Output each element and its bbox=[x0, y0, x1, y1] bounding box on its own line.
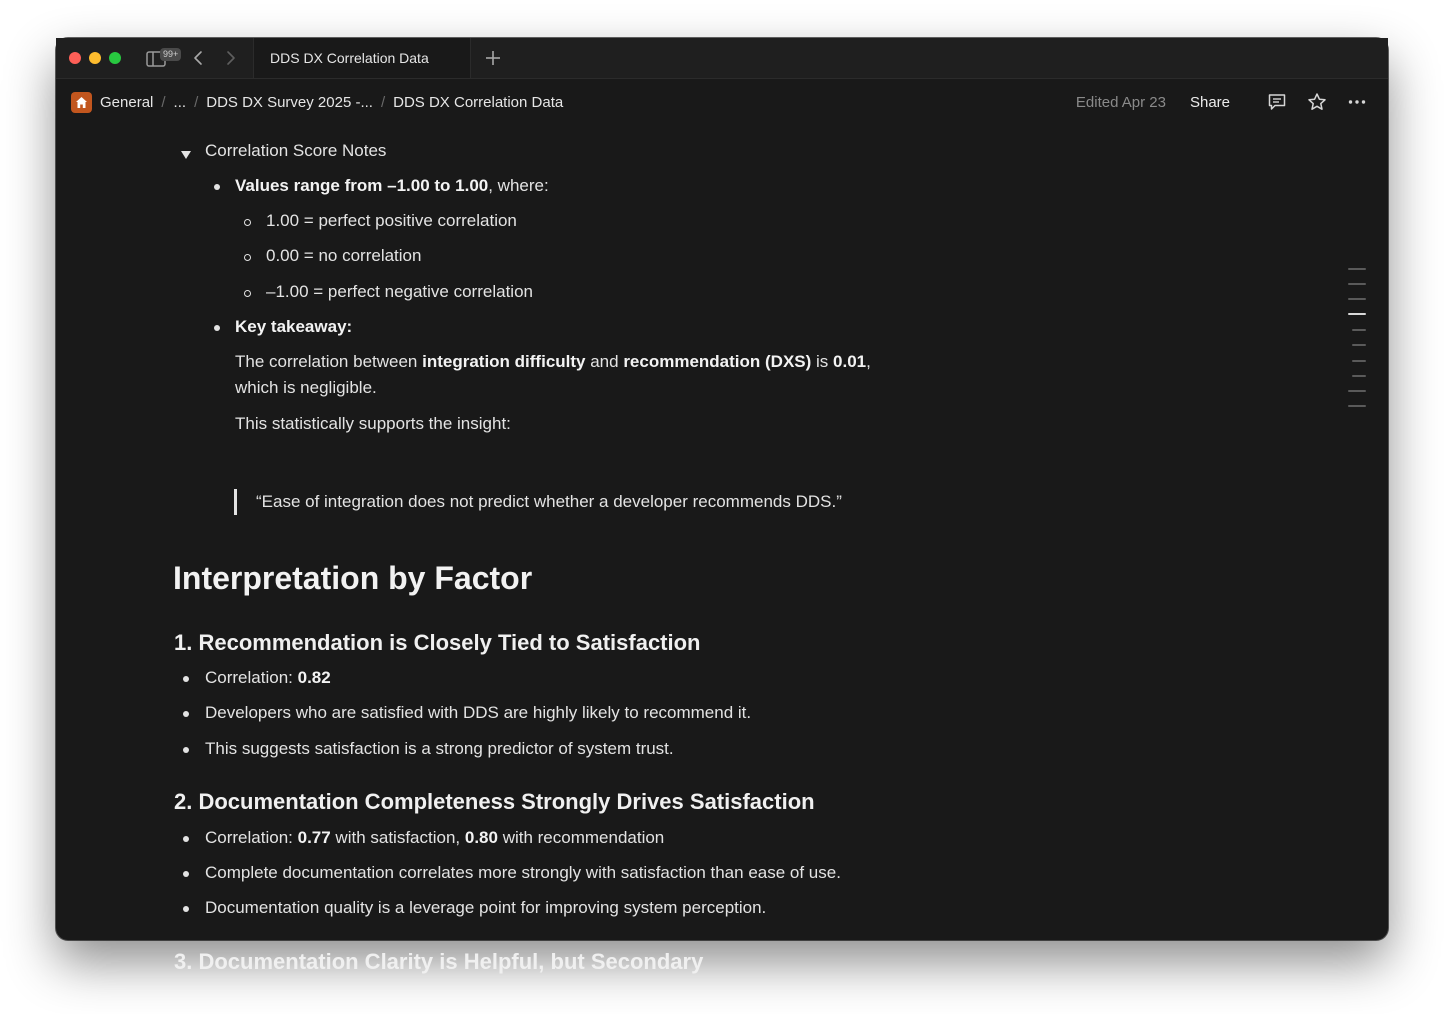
toggle-caret-icon[interactable] bbox=[180, 146, 192, 158]
quote-bar bbox=[234, 489, 237, 515]
breadcrumb-item-current[interactable]: DDS DX Correlation Data bbox=[393, 93, 564, 111]
minimap-line[interactable] bbox=[1348, 390, 1366, 392]
list-item bbox=[235, 317, 352, 337]
minimap-line[interactable] bbox=[1352, 344, 1366, 346]
zoom-window-button[interactable] bbox=[109, 52, 121, 64]
minimap-line[interactable] bbox=[1352, 375, 1366, 377]
document-body bbox=[56, 125, 1388, 974]
minimap-line[interactable] bbox=[1352, 360, 1366, 362]
minimize-window-button[interactable] bbox=[89, 52, 101, 64]
bold-text: 0.82 bbox=[297, 668, 331, 687]
comment-button[interactable] bbox=[1266, 91, 1288, 113]
bullet-icon bbox=[183, 676, 189, 682]
breadcrumb-separator: / bbox=[380, 93, 386, 111]
list-item bbox=[235, 176, 549, 196]
bullet-icon bbox=[244, 290, 251, 297]
list-item: Developers who are satisfied with DDS are highly likely to recommend it. bbox=[205, 703, 752, 722]
paragraph bbox=[235, 352, 871, 372]
bold-text: 0.80 bbox=[464, 828, 498, 847]
bullet-icon bbox=[183, 711, 189, 717]
comment-icon bbox=[1267, 92, 1287, 112]
tab-active[interactable]: DDS DX Correlation Data bbox=[253, 38, 471, 78]
more-button[interactable] bbox=[1346, 91, 1368, 113]
bold-text: recommendation (DXS) bbox=[623, 352, 812, 371]
section-heading-2: 2. Documentation Completeness Strongly Drives Satisfaction bbox=[174, 789, 815, 814]
minimap-line[interactable] bbox=[1352, 329, 1366, 331]
minimap-line[interactable] bbox=[1348, 298, 1366, 300]
list-item bbox=[205, 668, 331, 688]
bullet-icon bbox=[244, 254, 251, 261]
new-tab-button[interactable] bbox=[484, 49, 502, 67]
heading-interpretation: Interpretation by Factor bbox=[173, 560, 533, 596]
chevron-left-icon bbox=[192, 50, 206, 66]
bold-text: 0.01 bbox=[833, 352, 867, 371]
text: with satisfaction, bbox=[330, 828, 465, 847]
title-bar bbox=[56, 38, 1388, 79]
breadcrumb bbox=[71, 91, 563, 113]
range-rest: , where: bbox=[488, 176, 549, 195]
list-item: 0.00 = no correlation bbox=[266, 246, 422, 265]
blockquote: “Ease of integration does not predict whether a developer recommends DDS.” bbox=[256, 492, 842, 511]
bullet-icon bbox=[214, 325, 220, 331]
notification-badge: 99+ bbox=[160, 48, 181, 61]
key-takeaway-label: Key takeaway: bbox=[235, 317, 353, 336]
toggle-title[interactable]: Correlation Score Notes bbox=[205, 141, 387, 160]
text: , bbox=[866, 352, 871, 371]
range-bold: Values range from –1.00 to 1.00 bbox=[235, 176, 489, 195]
outline-minimap[interactable] bbox=[1346, 265, 1368, 425]
page-header bbox=[56, 79, 1388, 125]
text: The correlation between bbox=[235, 352, 423, 371]
bullet-icon bbox=[183, 747, 189, 753]
bullet-icon bbox=[244, 219, 251, 226]
breadcrumb-item-survey[interactable]: DDS DX Survey 2025 -... bbox=[206, 93, 373, 111]
minimap-line[interactable] bbox=[1348, 283, 1366, 285]
plus-icon bbox=[484, 49, 502, 67]
breadcrumb-item-general[interactable]: General bbox=[100, 93, 154, 111]
bullet-icon bbox=[183, 906, 189, 912]
list-item: 1.00 = perfect positive correlation bbox=[266, 211, 517, 230]
bold-text: integration difficulty bbox=[422, 352, 586, 371]
list-item bbox=[205, 828, 664, 848]
section-heading-3: 3. Documentation Clarity is Helpful, but Secondary bbox=[174, 949, 704, 974]
bold-text: 0.77 bbox=[297, 828, 331, 847]
edited-timestamp: Edited Apr 23 bbox=[1075, 93, 1166, 111]
chevron-right-icon bbox=[223, 50, 237, 66]
minimap-line-active[interactable] bbox=[1348, 313, 1366, 315]
text: is bbox=[811, 352, 834, 371]
close-window-button[interactable] bbox=[69, 52, 81, 64]
app-window bbox=[56, 38, 1388, 974]
paragraph: which is negligible. bbox=[235, 378, 377, 397]
favorite-button[interactable] bbox=[1306, 91, 1328, 113]
forward-button[interactable] bbox=[223, 50, 237, 66]
more-icon bbox=[1347, 92, 1367, 112]
text: Correlation: bbox=[205, 668, 298, 687]
breadcrumb-separator: / bbox=[194, 93, 199, 111]
text: and bbox=[585, 352, 624, 371]
paragraph: This statistically supports the insight: bbox=[235, 414, 511, 433]
list-item: –1.00 = perfect negative correlation bbox=[266, 282, 533, 301]
sidebar-toggle-button[interactable] bbox=[146, 48, 182, 70]
list-item: This suggests satisfaction is a strong predictor of system trust. bbox=[205, 739, 674, 758]
minimap-line[interactable] bbox=[1348, 405, 1366, 407]
text: with recommendation bbox=[497, 828, 665, 847]
section-heading-1: 1. Recommendation is Closely Tied to Satisfaction bbox=[174, 630, 701, 655]
back-button[interactable] bbox=[192, 50, 206, 66]
minimap-line[interactable] bbox=[1348, 268, 1366, 270]
star-icon bbox=[1307, 92, 1327, 112]
home-icon[interactable] bbox=[71, 92, 92, 113]
list-item: Complete documentation correlates more strongly with satisfaction than ease of use. bbox=[205, 863, 841, 882]
breadcrumb-item-ellipsis[interactable]: ... bbox=[173, 93, 187, 111]
share-button[interactable]: Share bbox=[1189, 93, 1230, 111]
list-item: Documentation quality is a leverage point for improving system perception. bbox=[205, 898, 767, 917]
breadcrumb-separator: / bbox=[161, 93, 166, 111]
bullet-icon bbox=[183, 871, 189, 877]
bullet-icon bbox=[183, 836, 189, 842]
header-tools bbox=[1076, 91, 1368, 113]
bullet-icon bbox=[214, 184, 220, 190]
text: Correlation: bbox=[205, 828, 298, 847]
